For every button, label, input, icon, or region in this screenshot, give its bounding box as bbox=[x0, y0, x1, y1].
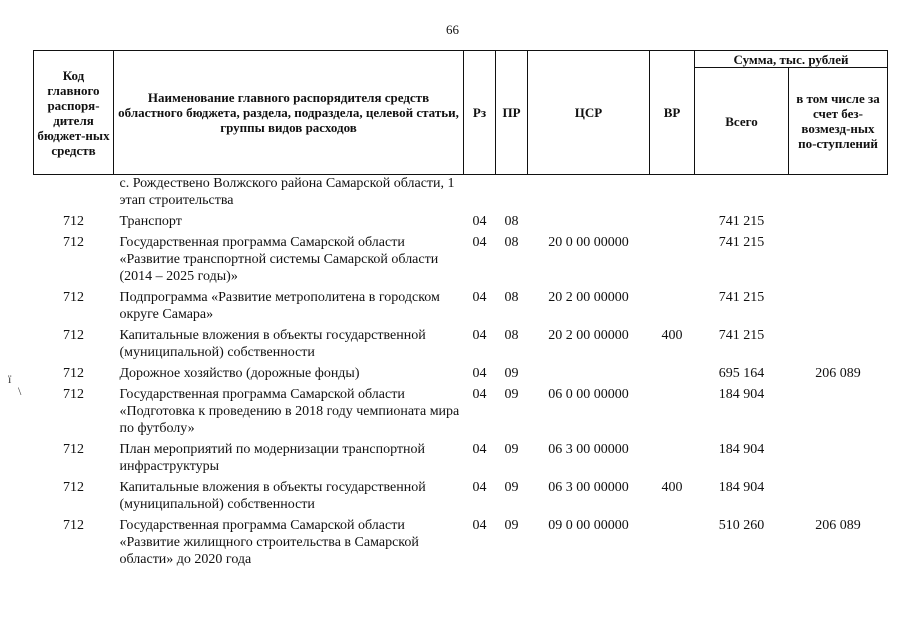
cell-name: Дорожное хозяйство (дорожные фонды) bbox=[119, 366, 360, 381]
cell-free bbox=[789, 439, 888, 477]
header-total: Всего bbox=[695, 68, 789, 175]
table-row bbox=[34, 211, 888, 232]
cell-name: Капитальные вложения в объекты государственной (муниципальной) собственности bbox=[119, 480, 426, 512]
cell-rz: 04 bbox=[472, 518, 487, 533]
cell-csr: 20 2 00 00000 bbox=[548, 290, 629, 305]
cell-vr bbox=[650, 232, 695, 287]
header-rz: Рз bbox=[464, 51, 496, 175]
page-number: 66 bbox=[446, 22, 459, 37]
cell-rz: 04 bbox=[472, 442, 487, 457]
cell-code: 712 bbox=[63, 328, 84, 343]
cell-vr bbox=[650, 515, 695, 570]
cell-pr: 09 bbox=[504, 442, 519, 457]
cell-free bbox=[789, 384, 888, 439]
cell-name: с. Рождествено Волжского района Самарской области, 1 этап строительства bbox=[119, 176, 455, 208]
table-header bbox=[34, 51, 888, 175]
table-row bbox=[34, 439, 888, 477]
cell-vr bbox=[650, 211, 695, 232]
cell-pr: 08 bbox=[504, 214, 519, 229]
cell-rz: 04 bbox=[472, 235, 487, 250]
cell-csr: 06 3 00 00000 bbox=[548, 442, 629, 457]
cell-vr bbox=[650, 439, 695, 477]
header-csr: ЦСР bbox=[528, 51, 650, 175]
cell-csr: 06 0 00 00000 bbox=[548, 387, 629, 402]
table-row bbox=[34, 232, 888, 287]
cell-total: 184 904 bbox=[718, 387, 765, 402]
cell-vr bbox=[650, 287, 695, 325]
cell-vr bbox=[650, 363, 695, 384]
cell-code: 712 bbox=[63, 290, 84, 305]
table-row bbox=[34, 384, 888, 439]
cell-rz: 04 bbox=[472, 290, 487, 305]
header-code: Код главного распоря-дителя бюджет-ных средств bbox=[34, 51, 114, 175]
cell-vr: 400 bbox=[661, 480, 683, 495]
table-row bbox=[34, 175, 888, 212]
table-row bbox=[34, 477, 888, 515]
cell-total: 741 215 bbox=[718, 290, 765, 305]
margin-mark: ї bbox=[8, 372, 12, 386]
cell-name: Капитальные вложения в объекты государственной (муниципальной) собственности bbox=[119, 328, 426, 360]
cell-pr: 08 bbox=[504, 290, 519, 305]
header-free: в том числе за счет без-возмезд-ных по-ступлений bbox=[789, 68, 888, 175]
cell-free: 206 089 bbox=[815, 366, 861, 381]
cell-free: 206 089 bbox=[815, 518, 861, 533]
cell-free bbox=[789, 232, 888, 287]
cell-name: Государственная программа Самарской области «Развитие транспортной системы Самарской области (2014 – 2025 годы)» bbox=[119, 235, 439, 284]
cell-csr bbox=[528, 363, 650, 384]
cell-free bbox=[789, 287, 888, 325]
cell-csr: 06 3 00 00000 bbox=[548, 480, 629, 495]
cell-code bbox=[34, 175, 114, 212]
cell-pr: 09 bbox=[504, 387, 519, 402]
cell-name: Государственная программа Самарской области «Развитие жилищного строительства в Самарской области» до 2020 года bbox=[119, 518, 419, 567]
cell-csr: 09 0 00 00000 bbox=[548, 518, 629, 533]
table-body bbox=[34, 175, 888, 571]
cell-pr: 09 bbox=[504, 366, 519, 381]
header-sum-group: Сумма, тыс. рублей bbox=[695, 51, 888, 68]
cell-total: 510 260 bbox=[718, 518, 765, 533]
cell-csr: 20 2 00 00000 bbox=[548, 328, 629, 343]
cell-code: 712 bbox=[63, 366, 84, 381]
header-name: Наименование главного распорядителя средств областного бюджета, раздела, подраздела, целевой статьи, группы видов расходов bbox=[114, 51, 464, 175]
cell-csr bbox=[528, 211, 650, 232]
header-vr: ВР bbox=[650, 51, 695, 175]
cell-pr: 09 bbox=[504, 480, 519, 495]
cell-total: 741 215 bbox=[718, 235, 765, 250]
cell-code: 712 bbox=[63, 518, 84, 533]
cell-rz: 04 bbox=[472, 480, 487, 495]
table-row bbox=[34, 363, 888, 384]
cell-rz: 04 bbox=[472, 328, 487, 343]
cell-pr: 08 bbox=[504, 328, 519, 343]
cell-free bbox=[789, 211, 888, 232]
cell-rz: 04 bbox=[472, 387, 487, 402]
cell-name: Транспорт bbox=[119, 214, 182, 229]
cell-total: 184 904 bbox=[718, 480, 765, 495]
budget-table bbox=[33, 50, 888, 570]
header-pr: ПР bbox=[496, 51, 528, 175]
margin-mark: \ bbox=[18, 384, 22, 398]
cell-code: 712 bbox=[63, 387, 84, 402]
table-row bbox=[34, 325, 888, 363]
cell-name: Подпрограмма «Развитие метрополитена в городском округе Самара» bbox=[119, 290, 440, 322]
cell-total: 741 215 bbox=[718, 214, 765, 229]
cell-pr: 09 bbox=[504, 518, 519, 533]
cell-vr bbox=[650, 384, 695, 439]
cell-pr: 08 bbox=[504, 235, 519, 250]
cell-total: 695 164 bbox=[718, 366, 765, 381]
cell-total: 184 904 bbox=[718, 442, 765, 457]
cell-rz: 04 bbox=[472, 214, 487, 229]
cell-csr: 20 0 00 00000 bbox=[548, 235, 629, 250]
cell-free bbox=[789, 477, 888, 515]
cell-name: Государственная программа Самарской области «Подготовка к проведению в 2018 году чемпионата мира по футболу» bbox=[119, 387, 460, 436]
cell-vr: 400 bbox=[661, 328, 683, 343]
cell-code: 712 bbox=[63, 214, 84, 229]
cell-code: 712 bbox=[63, 442, 84, 457]
cell-code: 712 bbox=[63, 480, 84, 495]
cell-rz: 04 bbox=[472, 366, 487, 381]
cell-name: План мероприятий по модернизации транспортной инфраструктуры bbox=[119, 442, 426, 474]
cell-total: 741 215 bbox=[718, 328, 765, 343]
cell-code: 712 bbox=[63, 235, 84, 250]
cell-free bbox=[789, 325, 888, 363]
table-row bbox=[34, 287, 888, 325]
table-row bbox=[34, 515, 888, 570]
